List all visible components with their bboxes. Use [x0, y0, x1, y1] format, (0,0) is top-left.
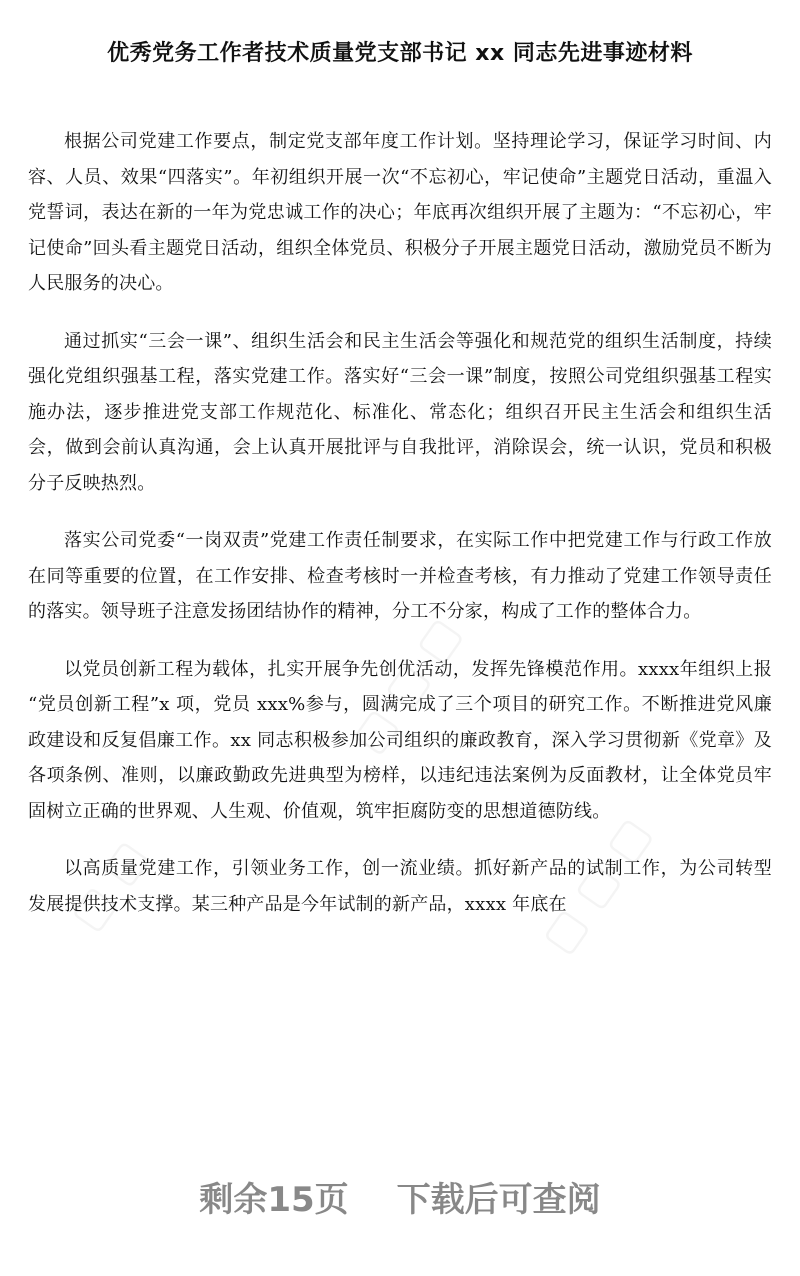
- paragraph: 以高质量党建工作，引领业务工作，创一流业绩。抓好新产品的试制工作，为公司转型发展提供技术支撑。某三种产品是今年试制的新产品，xxxx 年底在: [28, 858, 772, 915]
- remaining-pages-text: 剩余15页: [199, 1180, 349, 1220]
- download-banner[interactable]: [0, 1172, 800, 1221]
- document-title: 优秀党务工作者技术质量党支部书记 xx 同志先进事迹材料: [107, 41, 693, 66]
- paragraph: 落实公司党委“一岗双责”党建工作责任制要求，在实际工作中把党建工作与行政工作放在同等重要的位置，在工作安排、检查考核时一并检查考核，有力推动了党建工作领导责任的落实。领导班子注意发扬团结协作的精神，分工不分家，构成了工作的整体合力。: [28, 530, 772, 622]
- paragraph: 根据公司党建工作要点，制定党支部年度工作计划。坚持理论学习，保证学习时间、内容、人员、效果“四落实”。年初组织开展一次“不忘初心，牢记使命”主题党日活动，重温入党誓词，表达在新的一年为党忠诚工作的决心；年底再次组织开展了主题为：“不忘初心，牢记使命”回头看主题党日活动，组织全体党员、积极分子开展主题党日活动，激励党员不断为人民服务的决心。: [28, 131, 772, 294]
- paragraph: 通过抓实“三会一课”、组织生活会和民主生活会等强化和规范党的组织生活制度，持续强化党组织强基工程，落实党建工作。落实好“三会一课”制度，按照公司党组织强基工程实施办法，逐步推进党支部工作规范化、标准化、常态化；组织召开民主生活会和组织生活会，做到会前认真沟通，会上认真开展批评与自我批评，消除误会，统一认识，党员和积极分子反映热烈。: [28, 330, 772, 494]
- paragraph: 以党员创新工程为载体，扎实开展争先创优活动，发挥先锋模范作用。xxxx年组织上报 “党员创新工程”x 项，党员 xxx%参与，圆满完成了三个项目的研究工作。不断推进党风廉政建设和反复倡廉工作。xx 同志积极参加公司组织的廉政教育，深入学习贯彻新《党章》及各项条例、准则，以廉政勤政先进典型为榜样，以违纪违法案例为反面教材，让全体党员牢固树立正确的世界观、人生观、价值观，筑牢拒腐防变的思想道德防线。: [28, 658, 772, 822]
- download-hint-text: 下载后可查阅: [396, 1180, 601, 1220]
- document-body: [28, 124, 772, 944]
